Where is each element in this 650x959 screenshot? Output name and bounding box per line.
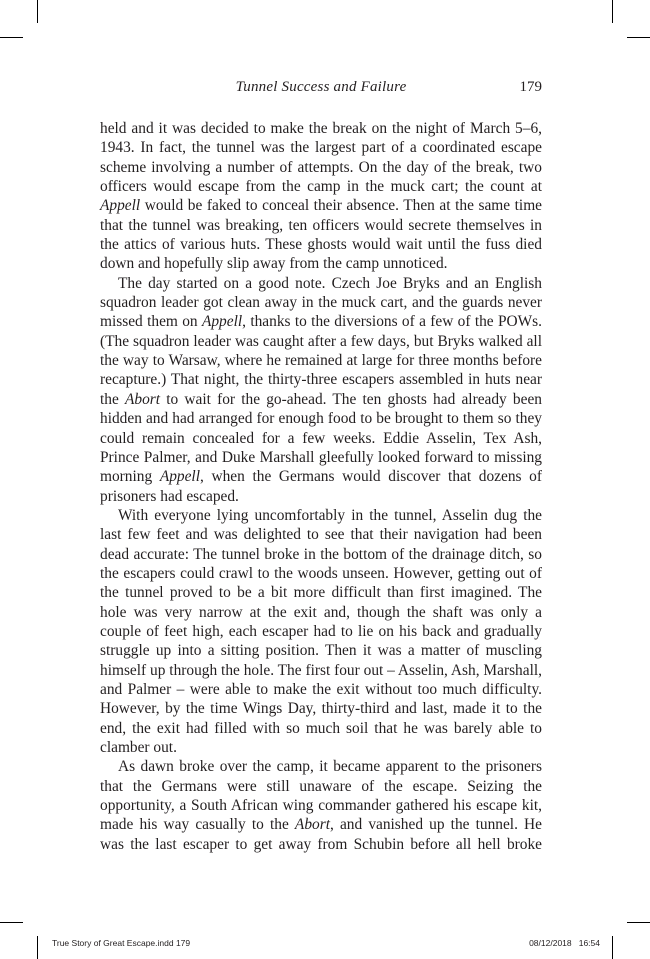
crop-mark bbox=[612, 936, 613, 959]
crop-mark bbox=[0, 37, 23, 38]
paragraph: The day started on a good note. Czech Joe Bryks and an English squadron leader got clean away in the muck cart, and the guards never missed them on Appell, thanks to the diversions of a few of the POWs. (The squadron leader was caught after a few days, but Bryks walked all the way to Warsaw, where he remained at large for three months before recapture.) That night, the thirty-three escapers assembled in huts near the Abort to wait for the go-ahead. The ten ghosts had already been hidden and had arranged for enough food to be brought to them so they could remain concealed for a few weeks. Eddie Asselin, Tex Ash, Prince Palmer, and Duke Marshall gleefully looked forward to missing morning Appell, when the Germans would discover that dozens of prisoners had escaped. bbox=[100, 274, 543, 505]
crop-mark bbox=[612, 0, 613, 23]
slug-date: 08/12/2018 bbox=[529, 938, 572, 948]
crop-mark bbox=[0, 922, 23, 923]
slug-filename: True Story of Great Escape.indd 179 bbox=[52, 938, 191, 948]
crop-mark bbox=[37, 936, 38, 959]
page-number: 179 bbox=[519, 79, 542, 95]
italic-term: Abort bbox=[125, 390, 161, 408]
running-head: Tunnel Success and Failure bbox=[235, 79, 407, 95]
crop-mark bbox=[627, 37, 650, 38]
crop-mark bbox=[37, 0, 38, 23]
crop-mark bbox=[627, 922, 650, 923]
slug-timestamp bbox=[529, 938, 600, 948]
page-header bbox=[100, 79, 542, 99]
paragraph: held and it was decided to make the break on the night of March 5–6, 1943. In fact, the tunnel was the largest part of a coordinated escape scheme involving a number of attempts. On the day of the break, two officers would escape from the camp in the muck cart; the count at Appell would be faked to conceal their absence. Then at the same time that the tunnel was breaking, ten officers would secrete themselves in the attics of various huts. These ghosts would wait until the fuss died down and hopefully slip away from the camp unnoticed. bbox=[100, 120, 542, 273]
paragraph: With everyone lying uncomfortably in the tunnel, Asselin dug the last few feet and was delighted to see that their navigation had been dead accurate: The tunnel broke in the bottom of the drainage ditch, so the escapers could crawl to the woods unseen. However, getting out of the tunnel proved to be a bit more difficult than first imagined. The hole was very narrow at the exit and, though the shaft was only a couple of feet high, each escaper had to lie on his back and gradually struggle up into a sitting position. Then it was a matter of muscling himself up through the hole. The first four out – Asselin, Ash, Marshall, and Palmer – were able to make the exit without too much difficulty. However, by the time Wings Day, thirty-third and last, made it to the end, the exit had filled with so much soil that he was barely able to clamber out. bbox=[100, 506, 542, 756]
italic-term: Appell bbox=[100, 197, 141, 215]
body-text bbox=[100, 119, 542, 854]
italic-term: Abort bbox=[294, 816, 330, 834]
paragraph: As dawn broke over the camp, it became apparent to the prisoners that the Germans were still unaware of the escape. Seizing the opportunity, a South African wing commander gathered his escape kit, made his way casually to the Abort, and vanished up the tunnel. He was the last escaper to get away from Schubin before all hell broke bbox=[100, 758, 542, 853]
slug-time: 16:54 bbox=[578, 938, 600, 948]
italic-term: Appell bbox=[159, 468, 200, 486]
italic-term: Appell bbox=[201, 313, 243, 331]
